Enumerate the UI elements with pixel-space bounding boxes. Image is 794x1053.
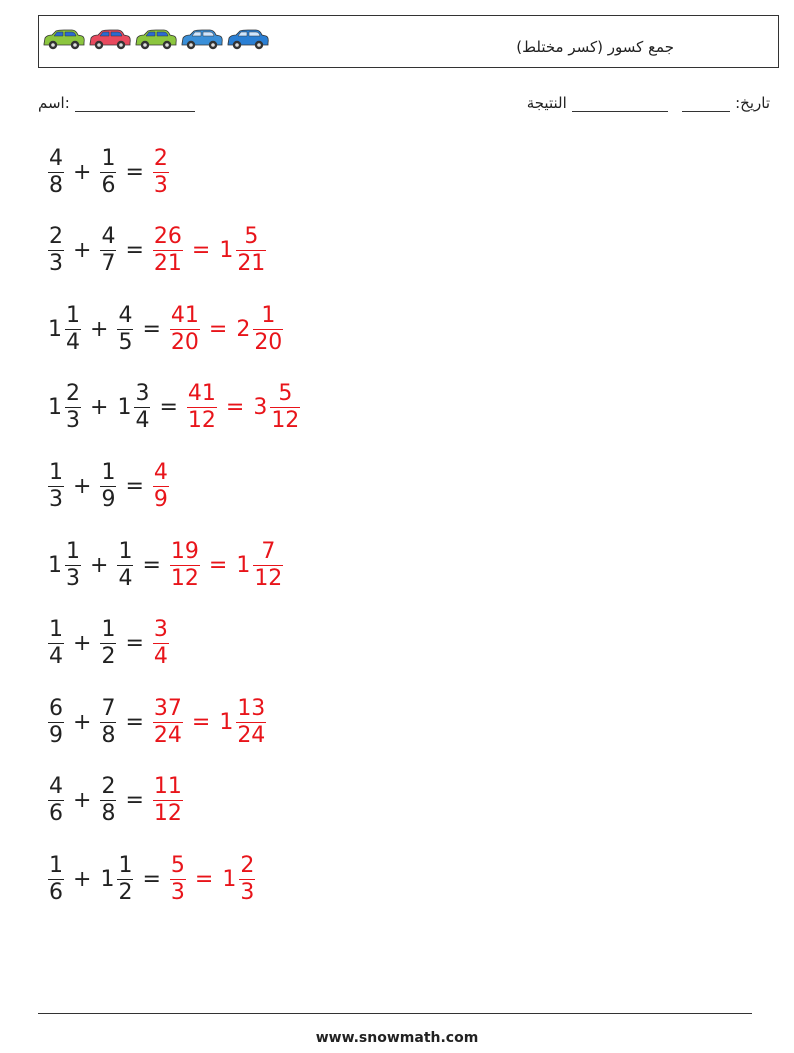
addend-2 [98,776,118,825]
denominator: 20 [170,329,199,355]
addend-1 [46,695,66,748]
numerator: 19 [170,538,199,564]
denominator: 12 [187,408,216,434]
plus-sign: + [73,159,92,185]
fraction [100,226,116,275]
plus-sign: + [90,316,109,342]
equals-sign: = [159,395,178,421]
equals-sign: = [125,709,144,735]
fraction [239,852,255,905]
problem-row [46,771,185,831]
numerator: 2 [240,852,255,878]
worksheet-title: جمع كسور (كسر مختلط) [516,38,674,56]
fraction [100,145,116,198]
denominator: 3 [49,486,63,512]
numerator: 7 [261,538,276,564]
equals-sign: = [125,631,144,657]
denominator: 4 [66,329,80,355]
fraction [170,302,200,355]
problem-row [46,692,268,752]
fraction [65,538,81,591]
whole-number: 1 [236,552,251,578]
numerator: 1 [118,852,133,878]
fraction [153,226,183,275]
denominator: 5 [118,329,133,355]
numerator: 1 [101,617,116,643]
numerator: 2 [49,224,63,250]
car-red-sedan-icon [88,29,132,51]
whole-number: 1 [219,709,234,735]
addend-1 [46,619,66,668]
answer-mixed [251,383,302,432]
denominator: 8 [101,722,116,748]
answer-improper [185,383,219,432]
numerator: 4 [49,145,63,171]
fraction [65,302,81,355]
problem-row [46,849,257,909]
numerator: 4 [49,774,63,800]
denominator: 4 [153,644,168,670]
whole-number: 1 [48,552,62,578]
answer-improper [168,302,202,355]
addend-2 [98,145,118,198]
fraction [48,776,64,825]
addend-2 [98,619,118,668]
numerator: 3 [135,381,150,407]
denominator: 2 [118,879,133,905]
plus-sign: + [73,238,92,264]
addend-1 [46,776,66,825]
car-green-sedan-icon [134,29,178,51]
equals-sign: = [225,395,245,421]
answer-mixed [234,538,285,591]
answer-improper [151,226,185,275]
denominator: 3 [170,879,185,905]
denominator: 6 [49,801,63,827]
addend-1 [46,145,66,198]
numerator: 7 [101,695,116,721]
fraction [153,776,183,825]
fraction [117,302,133,355]
fraction [253,302,283,355]
fraction [153,619,169,668]
answer-mixed [217,695,268,748]
fraction [48,695,64,748]
denominator: 8 [101,801,116,827]
fraction [153,695,183,748]
denominator: 6 [101,172,116,198]
date-score-fields [527,94,770,112]
problem-row [46,535,285,595]
addend-1 [46,852,66,905]
equals-sign: = [191,709,211,735]
denominator: 3 [240,879,255,905]
whole-number: 2 [236,316,251,342]
answer-improper [151,695,185,748]
problem-row [46,614,171,674]
fraction [48,852,64,905]
car-icons [42,29,270,53]
numerator: 5 [244,224,259,250]
fraction [100,695,116,748]
addend-1 [46,459,66,512]
numerator: 1 [118,538,133,564]
numerator: 2 [66,381,80,407]
equals-sign: = [142,552,161,578]
fraction [270,383,300,432]
denominator: 9 [49,722,63,748]
numerator: 11 [153,774,182,800]
numerator: 6 [49,695,63,721]
addend-2 [115,302,135,355]
plus-sign: + [73,788,92,814]
fraction [117,538,133,591]
numerator: 41 [170,302,199,328]
problem-row [46,299,285,359]
numerator: 5 [278,381,293,407]
numerator: 1 [49,617,63,643]
addend-2 [98,459,118,512]
numerator: 4 [118,302,133,328]
denominator: 6 [49,879,63,905]
plus-sign: + [73,473,92,499]
worksheet-header [38,15,779,68]
whole-number: 3 [253,395,268,421]
numerator: 1 [101,145,116,171]
addend-1 [46,226,66,275]
fraction [134,383,150,432]
plus-sign: + [90,552,109,578]
denominator: 2 [101,644,116,670]
addend-2 [115,538,135,591]
whole-number: 1 [48,316,62,342]
fraction [100,619,116,668]
numerator: 37 [153,695,182,721]
fraction [48,226,64,275]
fraction [48,459,64,512]
answer-improper [151,145,171,198]
fraction [170,538,200,591]
denominator: 12 [170,565,199,591]
denominator: 4 [118,565,133,591]
numerator: 5 [170,852,185,878]
fraction [100,776,116,825]
numerator: 13 [237,695,266,721]
numerator: 1 [49,459,63,485]
denominator: 20 [254,329,283,355]
equals-sign: = [191,238,211,264]
numerator: 1 [66,538,80,564]
answer-mixed [217,226,268,275]
numerator: 1 [49,852,63,878]
numerator: 3 [153,617,168,643]
denominator: 12 [153,801,182,827]
fraction [100,459,116,512]
fraction [153,145,169,198]
equals-sign: = [142,316,161,342]
denominator: 4 [49,644,63,670]
footer-site: www.snowmath.com [315,1030,479,1046]
denominator: 12 [254,565,283,591]
addend-1 [46,383,83,432]
equals-sign: = [142,866,161,892]
whole-number: 1 [100,866,115,892]
answer-improper [168,538,202,591]
problem-row [46,378,302,438]
equals-sign: = [208,552,228,578]
addend-2 [115,383,152,432]
numerator: 1 [66,302,80,328]
addend-2 [98,852,135,905]
numerator: 4 [153,459,168,485]
car-blue-pickup-icon [226,29,270,51]
car-green-suv-icon [42,29,86,51]
numerator: 2 [153,145,168,171]
addend-1 [46,538,83,591]
date-blank [682,96,730,112]
denominator: 3 [66,565,80,591]
denominator: 3 [49,251,63,277]
fraction [153,459,169,512]
addend-2 [98,226,118,275]
fraction [48,145,64,198]
whole-number: 1 [117,395,132,421]
problem-row [46,221,268,281]
date-label: تاريخ: [735,94,770,112]
numerator: 26 [153,224,182,250]
equals-sign: = [125,159,144,185]
equals-sign: = [194,866,214,892]
name-label: اسم: [38,94,70,112]
denominator: 9 [101,486,116,512]
plus-sign: + [90,395,109,421]
score-blank [572,96,668,112]
answer-improper [151,459,171,512]
addend-2 [98,695,118,748]
denominator: 7 [101,251,116,277]
whole-number: 1 [222,866,237,892]
answer-mixed [220,852,257,905]
fraction [65,383,81,432]
plus-sign: + [73,709,92,735]
name-field [38,94,195,112]
numerator: 1 [101,459,116,485]
problem-row [46,142,171,202]
numerator: 1 [261,302,276,328]
denominator: 3 [66,408,80,434]
plus-sign: + [73,631,92,657]
equals-sign: = [208,316,228,342]
denominator: 8 [49,172,63,198]
name-blank [75,96,195,112]
fraction [253,538,283,591]
fraction [48,619,64,668]
denominator: 9 [153,486,168,512]
fraction [187,383,217,432]
denominator: 4 [135,408,150,434]
answer-improper [151,619,171,668]
denominator: 3 [153,172,168,198]
numerator: 41 [187,381,216,407]
footer-rule [38,1013,752,1014]
whole-number: 1 [219,238,234,264]
addend-1 [46,302,83,355]
equals-sign: = [125,238,144,264]
denominator: 21 [153,251,182,277]
denominator: 24 [237,722,266,748]
denominator: 21 [237,251,266,277]
denominator: 24 [153,722,182,748]
whole-number: 1 [48,395,62,421]
fraction [236,226,266,275]
car-blue-beetle-icon [180,29,224,51]
answer-improper [151,776,185,825]
equals-sign: = [125,473,144,499]
fraction [170,852,186,905]
denominator: 12 [271,408,300,434]
equals-sign: = [125,788,144,814]
plus-sign: + [73,866,92,892]
numerator: 4 [101,224,116,250]
answer-improper [168,852,188,905]
fraction [117,852,133,905]
fraction [236,695,266,748]
numerator: 2 [101,774,116,800]
problem-row [46,456,171,516]
answer-mixed [234,302,285,355]
score-label: النتيجة [526,94,567,112]
